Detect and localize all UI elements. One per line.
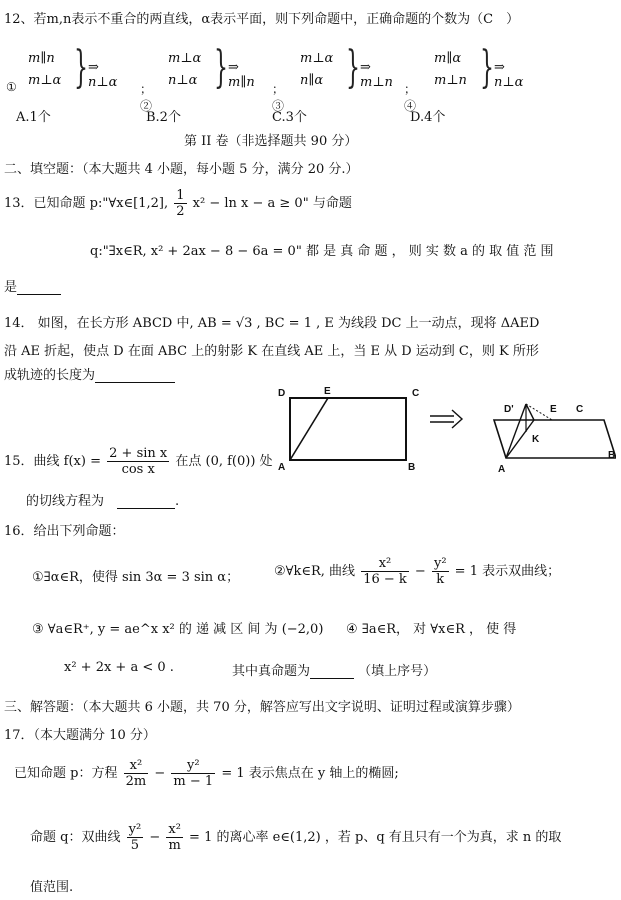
label-e: E — [550, 404, 557, 415]
label-d-prime: D' — [504, 404, 514, 415]
label-a: A — [498, 464, 506, 475]
premise-1: m∥α — [434, 51, 462, 66]
choice-d: D.4个 — [410, 110, 446, 125]
right-brace-icon: } — [480, 42, 494, 93]
q17-title: 17．（本大题满分 10 分） — [4, 728, 156, 743]
premise-1: m⊥α — [300, 51, 334, 66]
q17-last-line: 值范围. — [30, 880, 74, 895]
option-marker: ① — [6, 80, 17, 94]
q17-prop-q: 命题 q：双曲线 $\frac{\text{y²}}{5}$ − $\frac{\text{x²}}{m}$ = 1 的离心率 e∈(1,2) ，若 p、q 有且只有一个为真，求 n 的取 — [30, 822, 562, 853]
q13-line-3: 是 — [4, 276, 61, 295]
q14-line-2: 沿 AE 折起，使点 D 在面 ABC 上的射影 K 在直线 AE 上，当 E 从 D 运动到 C，则 K 所形 — [4, 344, 539, 359]
option-marker: ；② — [140, 82, 153, 113]
section-2-heading: 二、填空题：（本大题共 4 小题，每小题 5 分，满分 20 分.） — [4, 162, 359, 177]
label-d: D — [278, 388, 286, 399]
part-2-title: 第 II 卷（非选择题共 90 分） — [184, 134, 358, 149]
label-e: E — [324, 386, 331, 397]
rectangle-abcd — [290, 398, 406, 460]
label-c: C — [412, 388, 420, 399]
q16-item-4: ④ ∃a∈R， 对 ∀x∈R ， 使 得 — [346, 622, 517, 637]
conclusion: ⇒ n⊥α — [494, 60, 524, 90]
q16-item-3: ③ ∀a∈R⁺, y = ae^x x² 的 递 减 区 间 为 (−2,0) — [32, 622, 324, 637]
conclusion: ⇒ m∥n — [228, 60, 255, 90]
right-brace-icon: } — [214, 42, 228, 93]
choice-b: B.2个 — [146, 110, 181, 125]
premise-1: m∥n — [28, 51, 55, 66]
q12-stem: 12、若m,n表示不重合的两直线，α表示平面，则下列命题中，正确命题的个数为（C ） — [4, 12, 520, 27]
edge-ae — [506, 420, 534, 458]
label-c: C — [576, 404, 584, 415]
answer-blank — [17, 294, 61, 295]
q14-figure — [276, 384, 616, 484]
option-marker: ；④ — [404, 82, 417, 113]
premise-2: m⊥n — [434, 73, 467, 88]
conclusion: ⇒ n⊥α — [88, 60, 118, 90]
answer-blank — [95, 382, 175, 383]
q16-intro: 16．给出下列命题： — [4, 524, 125, 539]
q16-item-2: ②∀k∈R, 曲线 $\frac{\text{x²}}{16 - k}$ − $\frac{\text{y²}}{k}$ = 1 表示双曲线； — [274, 556, 561, 587]
segment-ae — [290, 398, 328, 460]
q16-item-4-cont: x² + 2x + a < 0 . — [64, 660, 174, 675]
label-a: A — [278, 462, 286, 473]
q13-line-1: 13．已知命题 p:"∀x∈[1,2], $\frac{1}{2}$ x² − ln x − a ≥ 0" 与命题 — [4, 188, 352, 219]
q15-line-2: 的切线方程为 . — [26, 494, 180, 509]
q16-answer: 其中真命题为 （填上序号） — [232, 664, 437, 679]
answer-blank — [117, 508, 175, 509]
premise-2: m⊥α — [28, 73, 62, 88]
right-brace-icon: } — [74, 42, 88, 93]
right-brace-icon: } — [346, 42, 360, 93]
option-marker: ；③ — [272, 82, 285, 113]
conclusion: ⇒ m⊥n — [360, 60, 393, 90]
answer-blank — [310, 678, 354, 679]
q13-line-2: q:"∃x∈R, x² + 2ax − 8 − 6a = 0" 都 是 真 命 题 ， 则 实 数 a 的 取 值 范 围 — [90, 244, 554, 259]
label-b: B — [408, 462, 416, 473]
q14-line-1: 14． 如图，在长方形 ABCD 中, AB = √3 , BC = 1 , E 为线段 DC 上一动点，现将 ΔAED — [4, 316, 540, 331]
premise-1: m⊥α — [168, 51, 202, 66]
choice-c: C.3个 — [272, 110, 307, 125]
section-3-heading: 三、解答题：（本大题共 6 小题，共 70 分，解答应写出文字说明、证明过程或演算步骤） — [4, 700, 520, 715]
q17-prop-p: 已知命题 p：方程 $\frac{\text{x²}}{2m}$ − $\frac{\text{y²}}{m - 1}$ = 1 表示焦点在 y 轴上的椭圆; — [14, 758, 399, 789]
q15-line-1: 15．曲线 f(x) = $\frac{\text{2 + sin x}}{\text{cos x}}$ 在点 (0, f(0)) 处 — [4, 446, 273, 477]
label-b: B — [608, 450, 616, 461]
q16-item-1: ①∃α∈R，使得 sin 3α = 3 sin α； — [32, 570, 240, 585]
q14-line-3: 成轨迹的长度为 — [4, 364, 175, 383]
label-k: K — [532, 434, 540, 445]
premise-2: n⊥α — [168, 73, 198, 88]
premise-2: n∥α — [300, 73, 324, 88]
right-arrow-icon — [430, 410, 462, 428]
choice-a: A.1个 — [16, 110, 51, 125]
